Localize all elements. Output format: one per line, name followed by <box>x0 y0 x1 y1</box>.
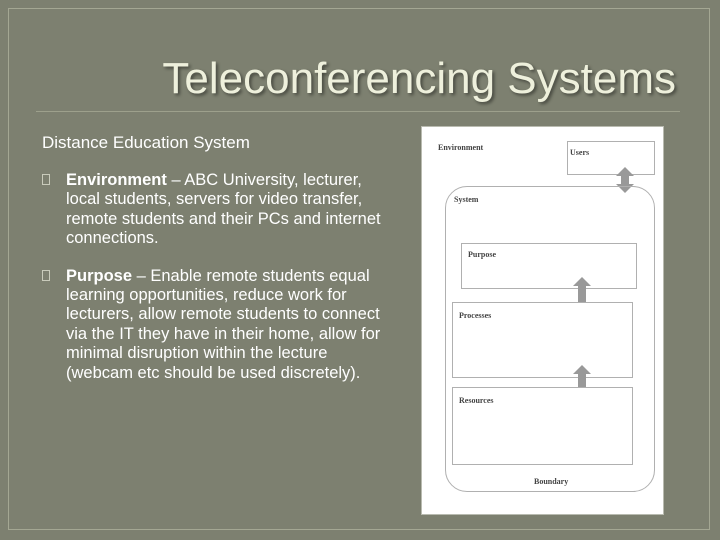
processes-box <box>452 302 633 378</box>
title-divider <box>36 111 680 112</box>
purpose-box <box>461 243 637 289</box>
bullet-text <box>66 267 392 383</box>
system-label: System <box>454 195 479 204</box>
environment-label: Environment <box>438 143 484 152</box>
boundary-label: Boundary <box>534 477 569 486</box>
system-diagram <box>421 126 664 515</box>
bullet-marker-icon <box>42 270 50 281</box>
users-box <box>567 141 655 175</box>
bullet-body: – ABC University, lecturer, local students, servers for video transfer, remote students and their PCs and internet connections. <box>66 171 381 248</box>
bullet-list <box>42 171 392 401</box>
bullet-term: Environment <box>66 171 167 189</box>
purpose-label: Purpose <box>468 250 496 259</box>
bullet-environment <box>42 171 392 249</box>
resources-label: Resources <box>459 396 494 405</box>
resources-box <box>452 387 633 465</box>
processes-label: Processes <box>459 311 492 320</box>
bullet-text <box>66 171 392 249</box>
slide-subtitle: Distance Education System <box>42 133 250 152</box>
bullet-term: Purpose <box>66 266 133 285</box>
bullet-purpose <box>42 267 392 383</box>
bullet-body: – Enable remote students equal learning opportunities, reduce work for lecturers, allow remote students to connect via the IT they have in their home, allow for minimal disruption within the lecture (webcam etc should be used discretely). <box>66 266 381 382</box>
bullet-marker-icon <box>42 174 50 185</box>
users-label: Users <box>570 148 590 157</box>
slide-title: Teleconferencing Systems <box>162 54 676 103</box>
users-system-arrow-icon <box>621 175 629 185</box>
